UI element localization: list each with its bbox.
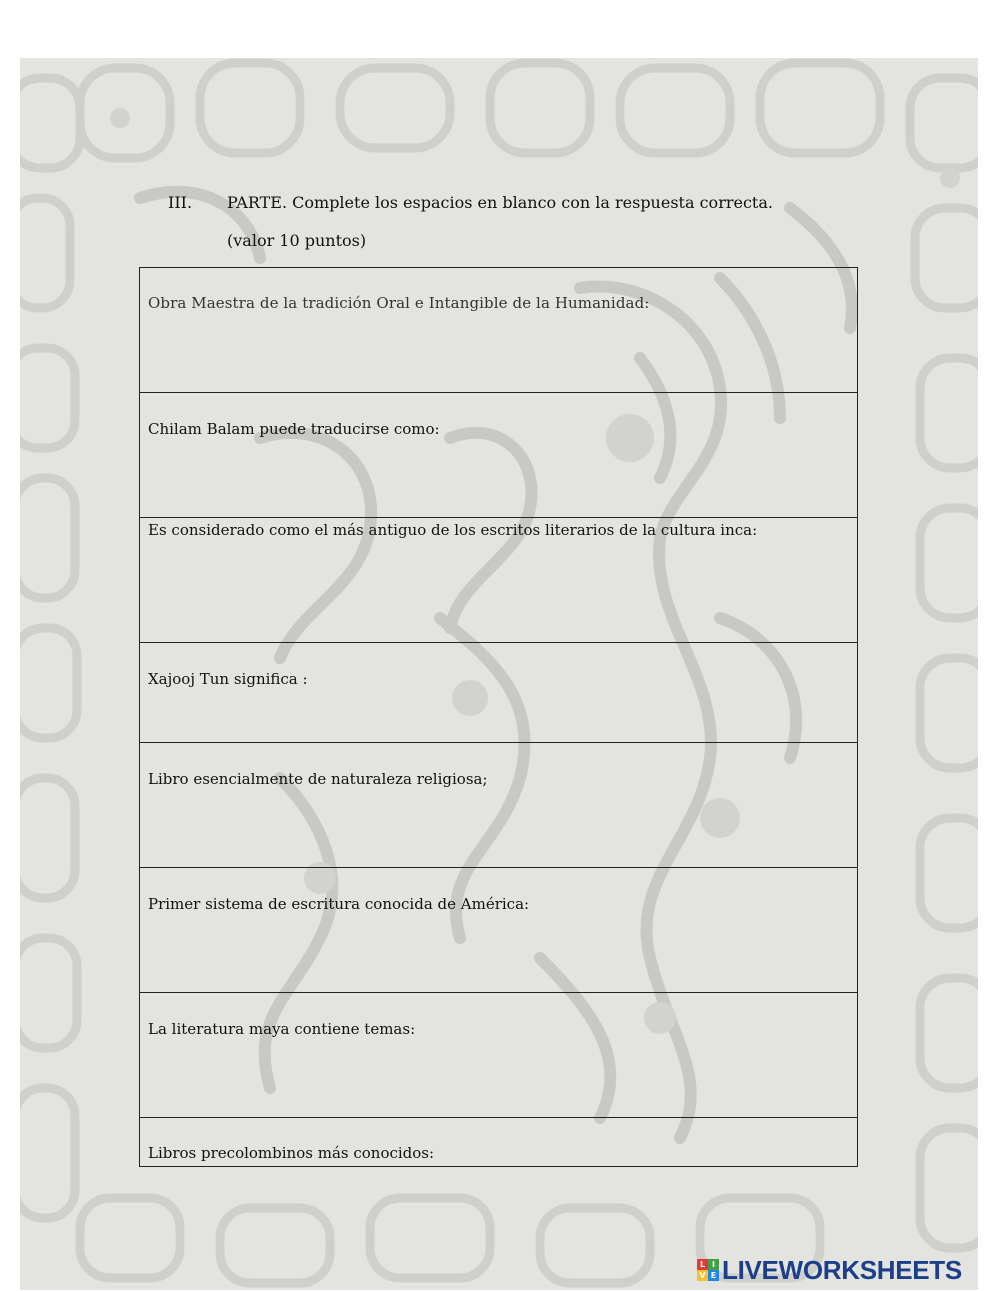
- question-row: [140, 643, 857, 743]
- answer-blank[interactable]: [148, 598, 849, 632]
- answer-blank[interactable]: [148, 698, 849, 732]
- section-number: III.: [168, 193, 193, 212]
- answer-blank[interactable]: [148, 948, 849, 982]
- brand-name: LIVEWORKSHEETS: [722, 1255, 962, 1285]
- section-point-value: (valor 10 puntos): [227, 231, 367, 250]
- question-row: [140, 868, 857, 993]
- question-row: [140, 393, 857, 518]
- liveworksheets-logo-icon: [697, 1259, 719, 1281]
- question-label: Obra Maestra de la tradición Oral e Intangible de la Humanidad:: [148, 294, 650, 312]
- answer-blank[interactable]: [148, 348, 849, 382]
- question-row: [140, 743, 857, 868]
- question-label: Libro esencialmente de naturaleza religiosa;: [148, 770, 488, 788]
- answer-blank[interactable]: [148, 1073, 849, 1107]
- answer-blank[interactable]: [148, 473, 849, 507]
- logo-letter: E: [708, 1270, 719, 1281]
- logo-letter: I: [708, 1259, 719, 1270]
- logo-letter: V: [697, 1270, 708, 1281]
- section-instructions: PARTE. Complete los espacios en blanco con la respuesta correcta.: [227, 193, 773, 212]
- question-label: Libros precolombinos más conocidos:: [148, 1144, 435, 1162]
- worksheet-page: [20, 58, 978, 1290]
- answer-blank[interactable]: [148, 823, 849, 857]
- question-label: Primer sistema de escritura conocida de América:: [148, 895, 530, 913]
- question-row: [140, 1118, 857, 1166]
- question-label: La literatura maya contiene temas:: [148, 1020, 416, 1038]
- question-row: [140, 268, 857, 393]
- logo-letter: L: [697, 1259, 708, 1270]
- liveworksheets-brand[interactable]: [697, 1257, 962, 1283]
- questions-table: [139, 267, 858, 1167]
- question-label: Es considerado como el más antiguo de los escritos literarios de la cultura inca:: [148, 521, 758, 539]
- question-row: [140, 518, 857, 643]
- question-label: Chilam Balam puede traducirse como:: [148, 420, 440, 438]
- question-label: Xajooj Tun significa :: [148, 670, 308, 688]
- answer-blank[interactable]: [148, 1150, 849, 1164]
- question-row: [140, 993, 857, 1118]
